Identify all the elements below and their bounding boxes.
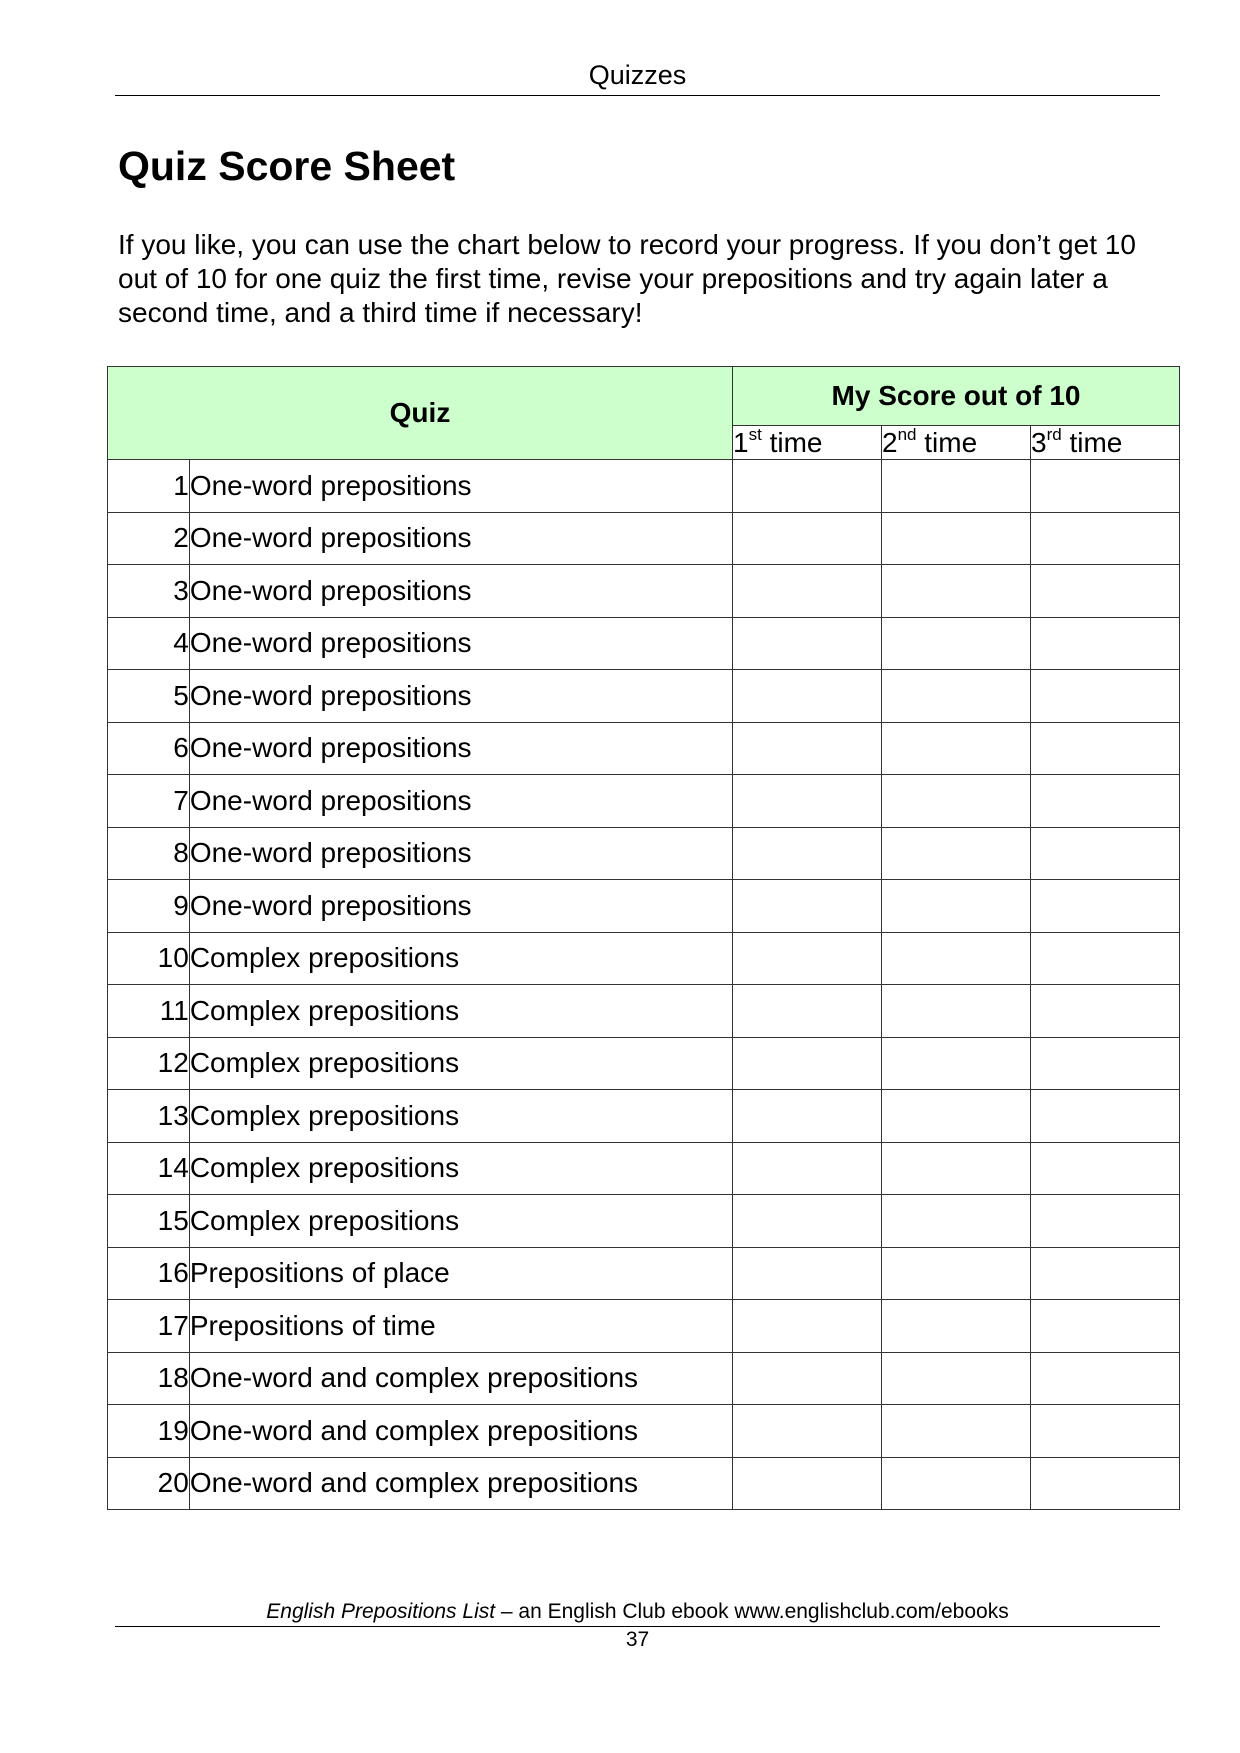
- score-cell-third-time[interactable]: [1031, 670, 1180, 723]
- quiz-number: 8: [108, 827, 190, 880]
- score-cell-first-time[interactable]: [733, 670, 882, 723]
- score-cell-first-time[interactable]: [733, 1457, 882, 1510]
- quiz-name: Complex prepositions: [189, 932, 732, 985]
- score-cell-third-time[interactable]: [1031, 1247, 1180, 1300]
- table-row: [108, 1037, 1180, 1090]
- score-cell-third-time[interactable]: [1031, 1405, 1180, 1458]
- footer-text: – an English Club ebook www.englishclub.com/ebooks: [495, 1600, 1009, 1623]
- quiz-name: One-word prepositions: [189, 617, 732, 670]
- score-cell-second-time[interactable]: [882, 617, 1031, 670]
- score-table: [107, 366, 1180, 1510]
- table-row: [108, 985, 1180, 1038]
- score-cell-first-time[interactable]: [733, 1037, 882, 1090]
- second-time-header: 2nd time: [882, 426, 1031, 460]
- quiz-number: 6: [108, 722, 190, 775]
- score-cell-first-time[interactable]: [733, 1142, 882, 1195]
- score-cell-first-time[interactable]: [733, 565, 882, 618]
- score-cell-second-time[interactable]: [882, 775, 1031, 828]
- score-cell-first-time[interactable]: [733, 880, 882, 933]
- table-row: [108, 722, 1180, 775]
- quiz-number: 14: [108, 1142, 190, 1195]
- footer-book-title: English Prepositions List: [266, 1600, 496, 1623]
- score-cell-second-time[interactable]: [882, 1457, 1031, 1510]
- first-time-header: 1st time: [733, 426, 882, 460]
- quiz-name: Complex prepositions: [189, 985, 732, 1038]
- score-cell-second-time[interactable]: [882, 1090, 1031, 1143]
- score-cell-third-time[interactable]: [1031, 1090, 1180, 1143]
- quiz-number: 11: [108, 985, 190, 1038]
- score-cell-second-time[interactable]: [882, 1247, 1031, 1300]
- quiz-name: Prepositions of place: [189, 1247, 732, 1300]
- score-cell-second-time[interactable]: [882, 880, 1031, 933]
- quiz-number: 10: [108, 932, 190, 985]
- score-cell-third-time[interactable]: [1031, 775, 1180, 828]
- score-cell-first-time[interactable]: [733, 512, 882, 565]
- quiz-number: 15: [108, 1195, 190, 1248]
- score-cell-third-time[interactable]: [1031, 565, 1180, 618]
- score-cell-first-time[interactable]: [733, 1405, 882, 1458]
- score-cell-second-time[interactable]: [882, 827, 1031, 880]
- quiz-name: One-word prepositions: [189, 512, 732, 565]
- page-number: 37: [625, 1628, 650, 1651]
- quiz-name: Prepositions of time: [189, 1300, 732, 1353]
- quiz-name: One-word and complex prepositions: [189, 1352, 732, 1405]
- quiz-name: One-word prepositions: [189, 670, 732, 723]
- table-row: [108, 512, 1180, 565]
- quiz-number: 18: [108, 1352, 190, 1405]
- table-row: [108, 1247, 1180, 1300]
- score-cell-first-time[interactable]: [733, 1300, 882, 1353]
- table-row: [108, 1405, 1180, 1458]
- table-row: [108, 1457, 1180, 1510]
- quiz-number: 5: [108, 670, 190, 723]
- table-row: [108, 1195, 1180, 1248]
- score-cell-first-time[interactable]: [733, 1247, 882, 1300]
- score-cell-first-time[interactable]: [733, 617, 882, 670]
- table-row: [108, 617, 1180, 670]
- running-header: Quizzes: [115, 55, 1160, 96]
- score-cell-third-time[interactable]: [1031, 617, 1180, 670]
- quiz-name: One-word prepositions: [189, 460, 732, 513]
- quiz-name: One-word prepositions: [189, 775, 732, 828]
- score-cell-third-time[interactable]: [1031, 1142, 1180, 1195]
- table-row: [108, 565, 1180, 618]
- score-cell-second-time[interactable]: [882, 985, 1031, 1038]
- page-title: Quiz Score Sheet: [118, 143, 456, 189]
- intro-paragraph: If you like, you can use the chart below to record your progress. If you don’t get 10 out of 10 for one quiz the first time, revise your prepositions and try again later a second time, and a third time if necessary!: [118, 229, 1136, 328]
- score-cell-third-time[interactable]: [1031, 827, 1180, 880]
- table-row: [108, 1090, 1180, 1143]
- quiz-number: 13: [108, 1090, 190, 1143]
- quiz-number: 3: [108, 565, 190, 618]
- score-cell-third-time[interactable]: [1031, 1300, 1180, 1353]
- score-cell-second-time[interactable]: [882, 565, 1031, 618]
- quiz-name: Complex prepositions: [189, 1142, 732, 1195]
- score-cell-second-time[interactable]: [882, 1142, 1031, 1195]
- score-cell-third-time[interactable]: [1031, 722, 1180, 775]
- quiz-name: One-word and complex prepositions: [189, 1405, 732, 1458]
- quiz-number: 20: [108, 1457, 190, 1510]
- score-cell-first-time[interactable]: [733, 827, 882, 880]
- table-row: [108, 1142, 1180, 1195]
- table-row: [108, 670, 1180, 723]
- quiz-number: 9: [108, 880, 190, 933]
- table-row: [108, 1352, 1180, 1405]
- quiz-number: 2: [108, 512, 190, 565]
- score-cell-second-time[interactable]: [882, 722, 1031, 775]
- table-row: [108, 1300, 1180, 1353]
- quiz-number: 16: [108, 1247, 190, 1300]
- quiz-number: 12: [108, 1037, 190, 1090]
- table-row: [108, 880, 1180, 933]
- quiz-name: One-word and complex prepositions: [189, 1457, 732, 1510]
- quiz-column-header: Quiz: [108, 367, 733, 460]
- score-cell-second-time[interactable]: [882, 1405, 1031, 1458]
- table-row: [108, 932, 1180, 985]
- score-cell-first-time[interactable]: [733, 775, 882, 828]
- quiz-name: Complex prepositions: [189, 1195, 732, 1248]
- quiz-number: 17: [108, 1300, 190, 1353]
- quiz-name: Complex prepositions: [189, 1037, 732, 1090]
- quiz-name: Complex prepositions: [189, 1090, 732, 1143]
- score-cell-first-time[interactable]: [733, 1352, 882, 1405]
- quiz-number: 1: [108, 460, 190, 513]
- third-time-header: 3rd time: [1031, 426, 1180, 460]
- score-cell-third-time[interactable]: [1031, 1352, 1180, 1405]
- score-cell-second-time[interactable]: [882, 512, 1031, 565]
- score-cell-second-time[interactable]: [882, 1352, 1031, 1405]
- table-row: [108, 827, 1180, 880]
- score-cell-second-time[interactable]: [882, 932, 1031, 985]
- score-cell-second-time[interactable]: [882, 1300, 1031, 1353]
- score-cell-second-time[interactable]: [882, 460, 1031, 513]
- table-row: [108, 460, 1180, 513]
- score-cell-first-time[interactable]: [733, 722, 882, 775]
- table-row: [108, 775, 1180, 828]
- score-cell-first-time[interactable]: [733, 985, 882, 1038]
- quiz-name: One-word prepositions: [189, 880, 732, 933]
- quiz-name: One-word prepositions: [189, 565, 732, 618]
- quiz-name: One-word prepositions: [189, 722, 732, 775]
- score-cell-third-time[interactable]: [1031, 1195, 1180, 1248]
- score-cell-third-time[interactable]: [1031, 985, 1180, 1038]
- footer: [115, 1598, 1160, 1627]
- score-cell-third-time[interactable]: [1031, 460, 1180, 513]
- score-cell-first-time[interactable]: [733, 932, 882, 985]
- quiz-number: 7: [108, 775, 190, 828]
- score-cell-second-time[interactable]: [882, 1037, 1031, 1090]
- score-cell-first-time[interactable]: [733, 1090, 882, 1143]
- score-cell-third-time[interactable]: [1031, 880, 1180, 933]
- score-cell-third-time[interactable]: [1031, 512, 1180, 565]
- quiz-number: 19: [108, 1405, 190, 1458]
- quiz-name: One-word prepositions: [189, 827, 732, 880]
- score-cell-third-time[interactable]: [1031, 1457, 1180, 1510]
- score-cell-second-time[interactable]: [882, 1195, 1031, 1248]
- quiz-number: 4: [108, 617, 190, 670]
- score-column-header: My Score out of 10: [733, 367, 1180, 426]
- score-cell-first-time[interactable]: [733, 460, 882, 513]
- score-cell-third-time[interactable]: [1031, 1037, 1180, 1090]
- score-cell-third-time[interactable]: [1031, 932, 1180, 985]
- score-cell-first-time[interactable]: [733, 1195, 882, 1248]
- score-cell-second-time[interactable]: [882, 670, 1031, 723]
